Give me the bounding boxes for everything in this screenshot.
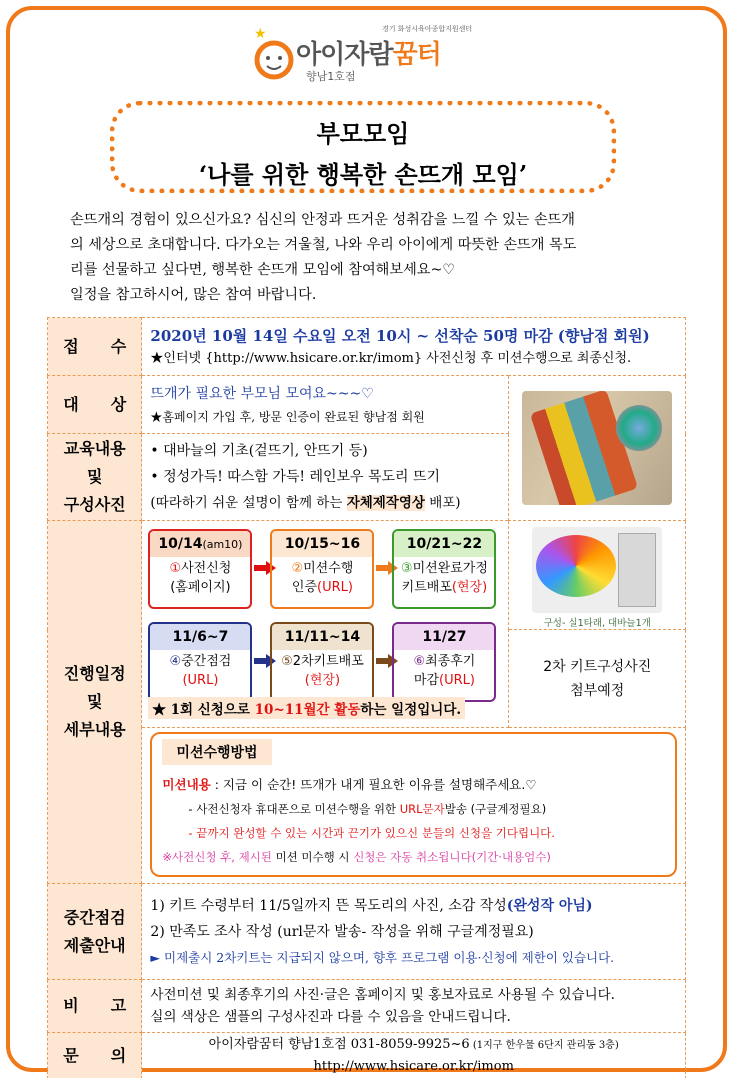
cell-mission [142,728,686,884]
target-note: ★홈페이지 가입 후, 방문 인증이 완료된 향남점 회원 [150,409,425,424]
row-target [48,376,686,434]
step-4: 11/6~7 ④중간점검 (URL) [148,622,252,702]
kit2-text: 2차 키트구성사진 [543,658,652,675]
title-main: 부모모임 [316,119,410,148]
intro-text [70,208,682,308]
logo-center-name: 경기 화성시육아종합지원센터 [382,25,473,33]
intro-line: 의 세상으로 초대합니다. 다가오는 겨울철, 나와 우리 아이에게 따뜻한 손뜨개 목도 [70,237,577,253]
label-line: 진행일정 [63,664,126,683]
inquiry-contact: 아이자람꿈터 향남1호점 031-8059-9925~6 (1지구 한우물 6단지 관리동 3층) [208,1037,619,1052]
intro-line: 일정을 참고하시어, 많은 참여 바랍니다. [70,287,317,303]
mission-box [150,732,677,877]
step-6: 11/27 ⑥최종후기 마감(URL) [392,622,496,702]
target-text: 뜨개가 필요한 부모님 모여요~~~♡ [150,385,374,402]
title-sub: ‘나를 위한 행복한 손뜨개 모임’ [198,160,528,189]
row-reception [48,318,686,376]
label-line: 및 [86,467,103,486]
row-inquiry [48,1033,686,1078]
midcheck-line: 2) 만족도 조사 작성 (url문자 발송- 작성을 위해 구글계정필요) [150,923,534,940]
logo-branch: 향남1호점 [306,70,356,83]
label-inquiry: 문 의 [48,1033,142,1078]
midcheck-warning: ► 미제출시 2차키트는 지급되지 않으며, 향후 프로그램 이용·신청에 제한이 있습니다. [150,949,615,965]
label-remarks: 비 고 [48,980,142,1033]
reception-date: 2020년 10월 14일 수요일 오전 10시 ~ 선착순 50명 마감 (향남점 회원) [150,326,650,345]
label-line: 중간점검 [63,907,126,927]
cell-inquiry [142,1033,686,1078]
label-midcheck [48,884,142,980]
step-1: 10/14(am10) ①사전신청 (홈페이지) [148,529,252,609]
yarn-kit-photo [532,527,662,613]
label-line: 및 [86,692,103,711]
row-midcheck [48,884,686,980]
step-5: 11/11~14 ⑤2차키트배포 (현장) [270,622,374,702]
scarf-photo [522,391,672,505]
mission-line: ※사전신청 후, 제시된 미션 미수행 시 신청은 자동 취소됩니다(기간·내용엄수) [162,850,551,864]
logo-brand: 아이자람꿈터 [296,40,441,70]
remarks-line: 실의 색상은 샘플의 구성사진과 다를 수 있음을 안내드립니다. [150,1009,511,1025]
step-2: 10/15~16 ②미션수행 인증(URL) [270,529,374,609]
kit2-text: 첨부예정 [570,682,625,699]
label-line: 세부내용 [63,720,126,739]
mission-line: 미션내용 : 지금 이 순간! 뜨개가 내게 필요한 이유를 설명해주세요.♡ [162,777,537,792]
row-schedule-a [48,521,686,630]
row-mission [48,728,686,884]
mission-line: - 끝까지 완성할 수 있는 시간과 끈기가 있으신 분들의 신청을 기다립니다. [188,826,555,840]
cell-photo2 [509,521,686,630]
cell-kit2 [509,630,686,728]
inquiry-url-link[interactable]: http://www.hsicare.or.kr/imom [313,1059,514,1074]
mission-line: - 사전신청자 휴대폰으로 미션수행을 위한 URL문자발송 (구글계정필요) [188,802,547,816]
cell-content [142,434,509,521]
content-item: • 대바늘의 기초(겉뜨기, 안뜨기 등) [150,443,368,459]
photo2-caption: 구성- 실1타래, 대바늘1개 [543,618,651,629]
cell-steps [142,521,509,728]
logo-face-icon [250,26,296,86]
label-content [48,434,142,521]
step-3: 10/21~22 ③미션완료가정 키트배포(현장) [392,529,496,609]
reception-method: ★인터넷 {http://www.hsicare.or.kr/imom} 사전신청 후 미션수행으로 최종신청. [150,350,632,366]
cell-remarks [142,980,686,1033]
schedule-steps [148,529,508,721]
cell-midcheck [142,884,686,980]
midcheck-line: 1) 키트 수령부터 11/5일까지 뜬 목도리의 사진, 소감 작성(완성작 아님) [150,897,593,914]
intro-line: 리를 선물하고 싶다면, 행복한 손뜨개 모임에 참여해보세요~♡ [70,262,456,278]
label-line: 제출안내 [63,935,126,955]
label-reception: 접 수 [48,318,142,376]
content-item: (따라하기 쉬운 설명이 함께 하는 자체제작영상 배포) [150,495,461,511]
cell-photo1 [509,376,686,521]
mission-title: 미션수행방법 [162,739,271,765]
svg-text:★: ★ [254,26,267,42]
label-target: 대 상 [48,376,142,434]
label-line: 교육내용 [63,439,126,458]
schedule-note: ★ 1회 신청으로 10~11월간 활동하는 일정입니다. [148,697,465,719]
row-remarks [48,980,686,1033]
info-table [47,317,686,1078]
content-item: • 정성가득! 따스함 가득! 레인보우 목도리 뜨기 [150,469,441,485]
logo [250,22,500,88]
intro-line: 손뜨개의 경험이 있으신가요? 심신의 안정과 뜨거운 성취감을 느낄 수 있는 손뜨개 [70,212,575,228]
cell-target [142,376,509,434]
title-box [110,101,616,193]
label-line: 구성사진 [63,495,126,514]
cell-reception [142,318,686,376]
remarks-line: 사전미션 및 최종후기의 사진·글은 홈페이지 및 홍보자료로 사용될 수 있습니다. [150,987,615,1003]
label-schedule [48,521,142,884]
